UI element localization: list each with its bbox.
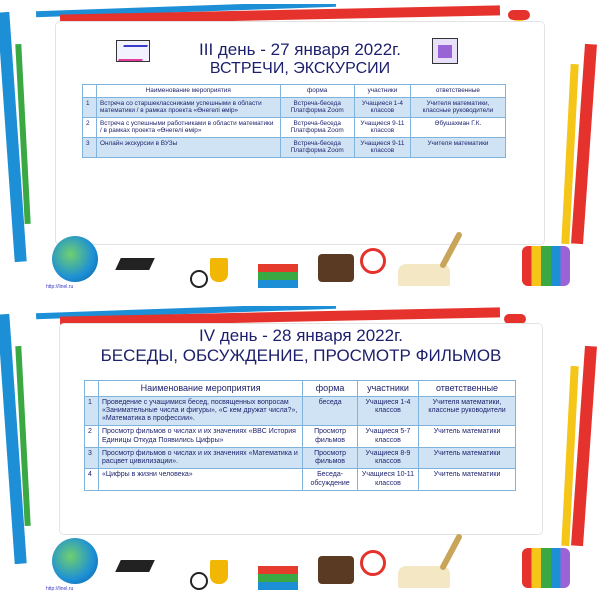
cell-form: Встреча-беседа Платформа Zoom (280, 117, 354, 137)
col-num-header (85, 381, 99, 397)
briefcase-icon (318, 254, 354, 282)
alarm-clock-icon (360, 550, 386, 576)
cell-event: Встреча со старшеклассниками успешными в области математики / в рамках проекта «Өнегелі өмір» (97, 97, 281, 117)
slide-card (56, 22, 544, 244)
graduation-cap-icon (115, 560, 155, 572)
cell-responsible: Әбушахман Г.К. (410, 117, 505, 137)
cell-participants: Учащиеся 5-7 классов (357, 426, 418, 448)
cell-participants: Учащиеся 1-4 классов (357, 396, 418, 426)
table-row (83, 117, 506, 137)
cell-form: Беседа-обсуждение (303, 469, 358, 491)
cell-participants: Учащиеся 10-11 классов (357, 469, 418, 491)
cell-event: Просмотр фильмов о числах и их значениях «BBC История Единицы Откуда Появились Цифры» (99, 426, 303, 448)
bow-icon (504, 314, 526, 324)
col-form-header: форма (280, 85, 354, 98)
table-row (83, 137, 506, 157)
col-responsible-header: ответственные (410, 85, 505, 98)
table-row (83, 97, 506, 117)
table-header-row (83, 85, 506, 98)
col-participants-header: участники (357, 381, 418, 397)
slide-title-topic: БЕСЕДЫ, ОБСУЖДЕНИЕ, ПРОСМОТР ФИЛЬМОВ (100, 346, 502, 365)
cell-responsible: Учителя математики, классные руководители (419, 396, 516, 426)
cell-num: 1 (83, 97, 97, 117)
events-table (84, 380, 516, 491)
cell-event: Просмотр фильмов о числах и их значениях «Математика и расцвет цивилизации». (99, 447, 303, 469)
quill-icon (439, 231, 463, 269)
table-row (85, 469, 516, 491)
cell-participants: Учащиеся 9-11 классов (354, 137, 410, 157)
cell-participants: Учащиеся 8-9 классов (357, 447, 418, 469)
slide-day-4 (0, 306, 600, 598)
books-icon (258, 566, 298, 590)
col-event-header: Наименование мероприятия (99, 381, 303, 397)
slide-title-topic: ВСТРЕЧИ, ЭКСКУРСИИ (209, 60, 391, 77)
table-row (85, 447, 516, 469)
cell-event: «Цифры в жизни человека» (99, 469, 303, 491)
books-icon (258, 264, 298, 288)
cell-responsible: Учитель математики (419, 426, 516, 448)
col-form-header: форма (303, 381, 358, 397)
school-supplies-decoration (0, 538, 600, 598)
bow-icon (508, 10, 530, 20)
cell-responsible: Учителя математики, классные руководители (410, 97, 505, 117)
events-table (82, 84, 506, 158)
slide-day-3 (0, 4, 600, 296)
slide-title-date: IV день - 28 января 2022г. (199, 326, 403, 345)
cell-num: 1 (85, 396, 99, 426)
footer-link[interactable]: http://linel.ru (46, 586, 74, 592)
cell-form: Встреча-беседа Платформа Zoom (280, 97, 354, 117)
graduation-cap-icon (115, 258, 155, 270)
cell-form: Просмотр фильмов (303, 426, 358, 448)
globe-icon (52, 236, 98, 282)
cell-num: 3 (83, 137, 97, 157)
col-participants-header: участники (354, 85, 410, 98)
col-event-header: Наименование мероприятия (97, 85, 281, 98)
cell-event: Встреча с успешными работниками в области математики / в рамках проекта «Өнегелі өмір» (97, 117, 281, 137)
cell-responsible: Учитель математики (419, 447, 516, 469)
alarm-clock-icon (360, 248, 386, 274)
cell-form: Встреча-беседа Платформа Zoom (280, 137, 354, 157)
cell-num: 2 (85, 426, 99, 448)
cell-num: 2 (83, 117, 97, 137)
cell-participants: Учащиеся 9-11 классов (354, 117, 410, 137)
trophy-icon (210, 560, 228, 584)
cell-responsible: Учитель математики (419, 469, 516, 491)
cell-num: 3 (85, 447, 99, 469)
trophy-icon (210, 258, 228, 282)
briefcase-icon (318, 556, 354, 584)
col-num-header (83, 85, 97, 98)
footer-link[interactable]: http://linel.ru (46, 284, 74, 290)
cell-event: Онлайн экскурсии в ВУЗы (97, 137, 281, 157)
cell-responsible: Учителя математики (410, 137, 505, 157)
cell-event: Проведение с учащимися бесед, посвященных вопросам «Занимательные числа и фигуры», «С кем дружат числа?», «Математика в профессии». (99, 396, 303, 426)
table-header-row (85, 381, 516, 397)
school-supplies-decoration (0, 236, 600, 296)
pencil-cup-icon (522, 246, 570, 286)
soccer-ball-icon (190, 572, 208, 590)
pencil-cup-icon (522, 548, 570, 588)
quill-icon (439, 533, 463, 571)
cell-form: Просмотр фильмов (303, 447, 358, 469)
table-row (85, 426, 516, 448)
slide-card (60, 324, 542, 534)
cell-form: беседа (303, 396, 358, 426)
table-row (85, 396, 516, 426)
cell-participants: Учащиеся 1-4 классов (354, 97, 410, 117)
soccer-ball-icon (190, 270, 208, 288)
slide-title-date: III день - 27 января 2022г. (199, 40, 401, 59)
col-responsible-header: ответственные (419, 381, 516, 397)
cell-num: 4 (85, 469, 99, 491)
globe-icon (52, 538, 98, 584)
